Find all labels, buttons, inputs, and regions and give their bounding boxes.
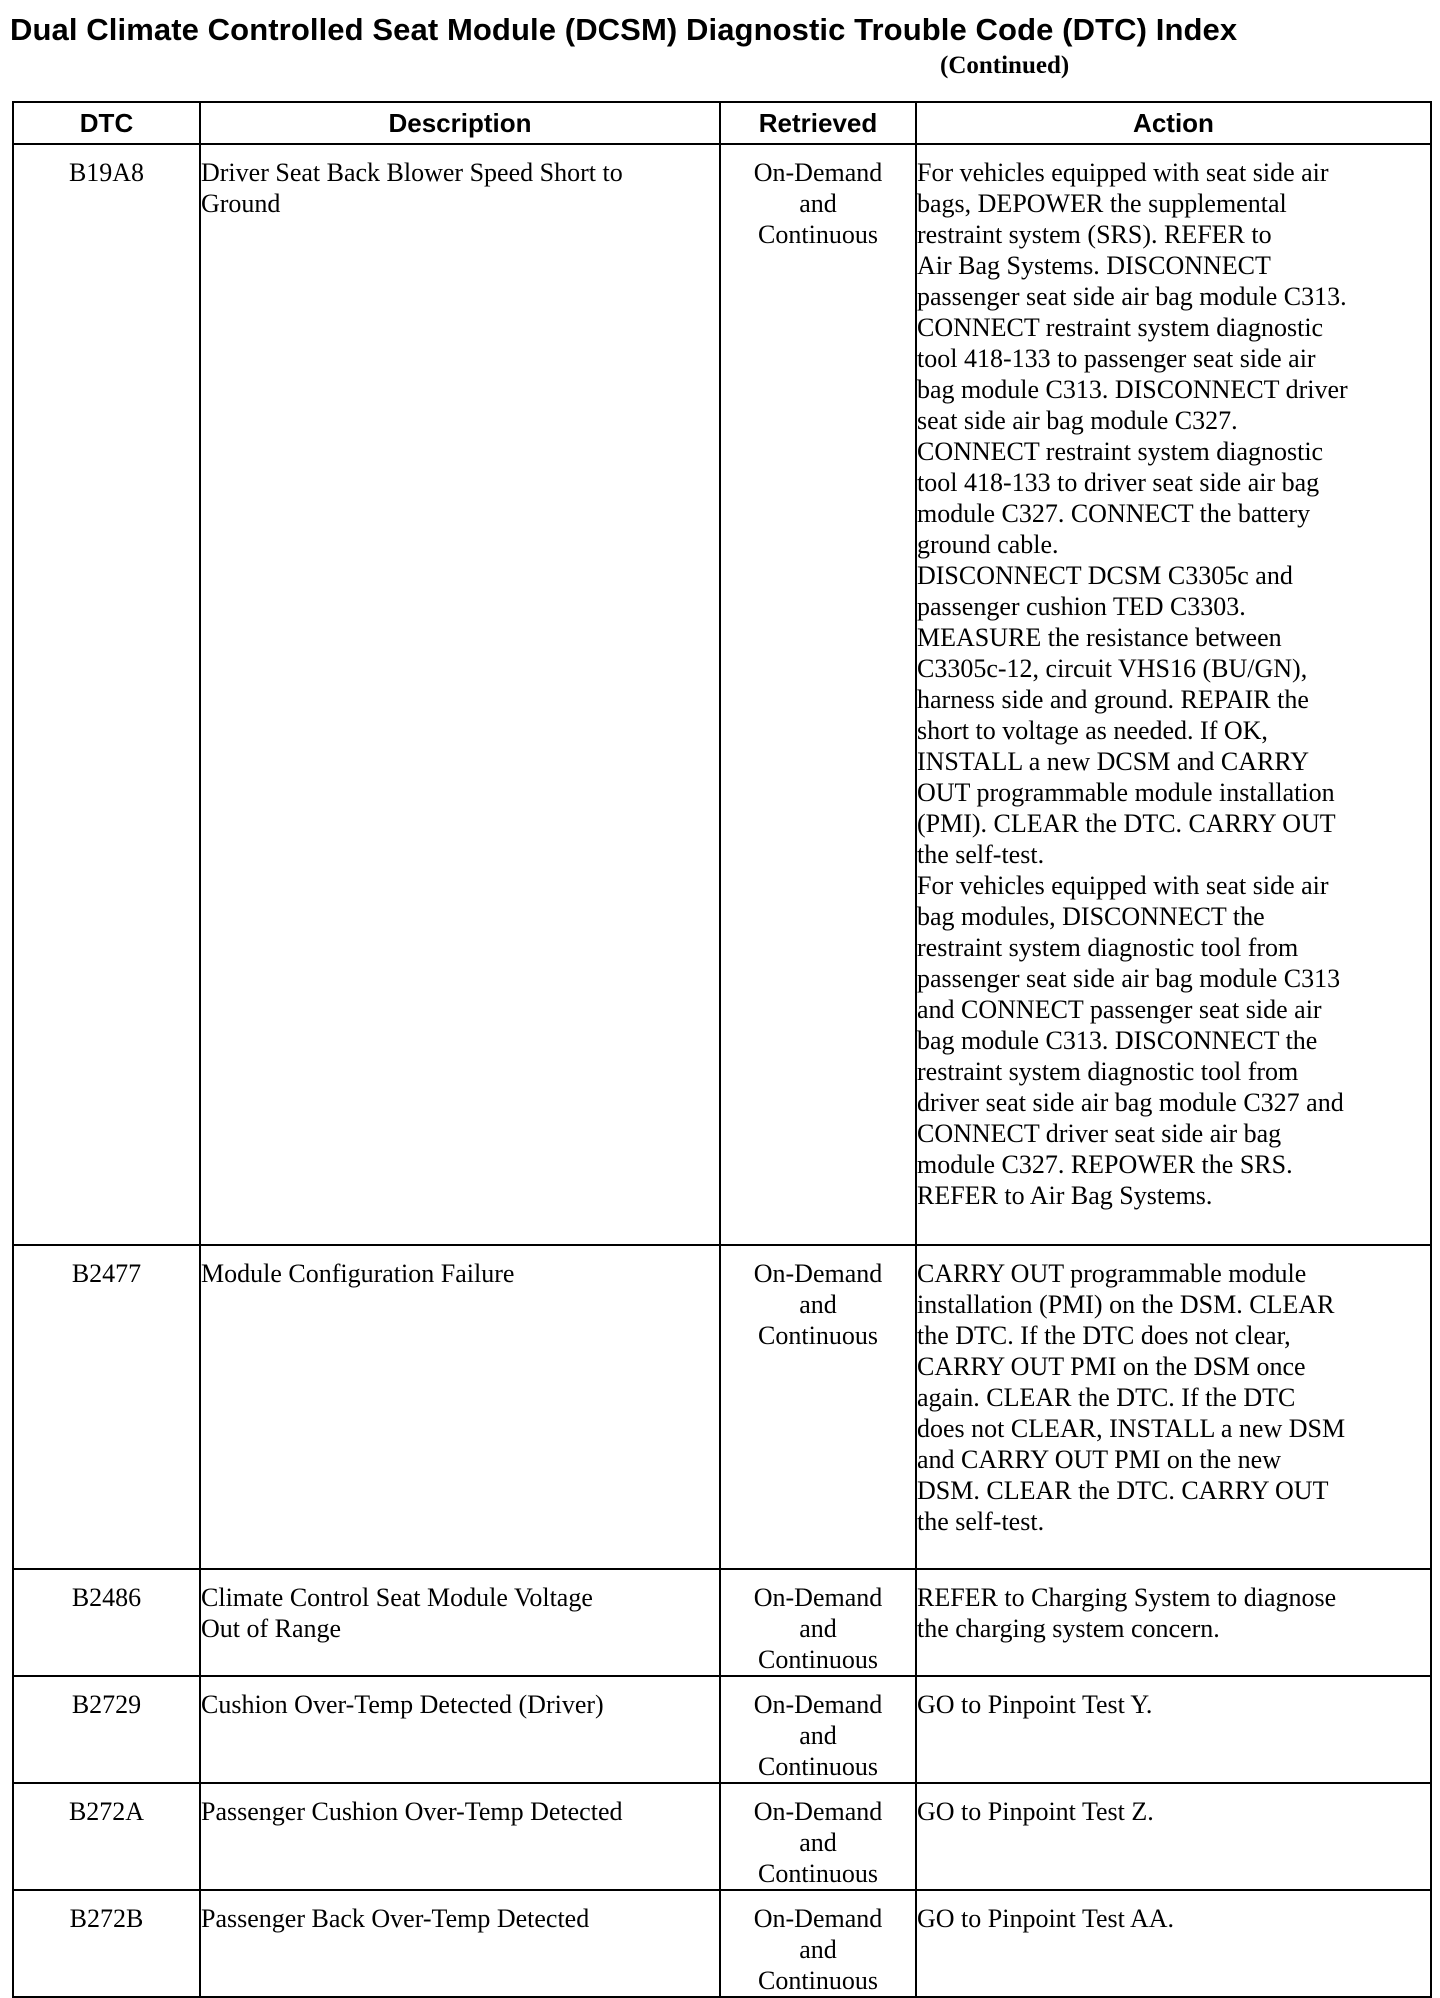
retrieved-line: and bbox=[799, 1935, 837, 1964]
dtc-code-cell: B2729 bbox=[13, 1676, 200, 1783]
retrieved-line: Continuous bbox=[758, 220, 878, 249]
action-line: and CONNECT passenger seat side air bbox=[917, 995, 1322, 1024]
retrieved-line: On-Demand bbox=[753, 1690, 883, 1719]
action-line: restraint system diagnostic tool from bbox=[917, 933, 1299, 962]
dtc-code-cell: B2486 bbox=[13, 1569, 200, 1676]
action-line: For vehicles equipped with seat side air bbox=[917, 158, 1329, 187]
retrieved-cell bbox=[720, 1676, 916, 1783]
action-line: CONNECT driver seat side air bag bbox=[917, 1119, 1282, 1148]
action-line: installation (PMI) on the DSM. CLEAR bbox=[917, 1290, 1335, 1319]
action-line: ground cable. bbox=[917, 530, 1059, 559]
description-line: Module Configuration Failure bbox=[201, 1259, 515, 1288]
table-row bbox=[13, 1245, 1431, 1569]
retrieved-line: On-Demand bbox=[753, 158, 883, 187]
action-line: harness side and ground. REPAIR the bbox=[917, 685, 1309, 714]
action-line: and CARRY OUT PMI on the new bbox=[917, 1445, 1281, 1474]
retrieved-line: Continuous bbox=[758, 1321, 878, 1350]
action-line: MEASURE the resistance between bbox=[917, 623, 1282, 652]
description-cell bbox=[200, 1676, 720, 1783]
retrieved-line: and bbox=[799, 1828, 837, 1857]
description-cell bbox=[200, 1569, 720, 1676]
action-line: CARRY OUT programmable module bbox=[917, 1259, 1307, 1288]
page-title: Dual Climate Controlled Seat Module (DCSM) Diagnostic Trouble Code (DTC) Index bbox=[10, 12, 1238, 47]
action-line: (PMI). CLEAR the DTC. CARRY OUT bbox=[917, 809, 1336, 838]
column-header-retrieved: Retrieved bbox=[720, 102, 916, 144]
action-line: driver seat side air bag module C327 and bbox=[917, 1088, 1344, 1117]
action-line: GO to Pinpoint Test Y. bbox=[917, 1690, 1153, 1719]
action-cell bbox=[916, 1890, 1431, 1997]
retrieved-cell bbox=[720, 1569, 916, 1676]
action-line: passenger seat side air bag module C313. bbox=[917, 282, 1347, 311]
retrieved-line: On-Demand bbox=[753, 1904, 883, 1933]
action-line: module C327. REPOWER the SRS. bbox=[917, 1150, 1293, 1179]
action-cell bbox=[916, 1676, 1431, 1783]
retrieved-line: On-Demand bbox=[753, 1583, 883, 1612]
action-line: module C327. CONNECT the battery bbox=[917, 499, 1311, 528]
action-line: C3305c-12, circuit VHS16 (BU/GN), bbox=[917, 654, 1308, 683]
description-cell bbox=[200, 1783, 720, 1890]
retrieved-line: Continuous bbox=[758, 1645, 878, 1674]
action-line: bag module C313. DISCONNECT the bbox=[917, 1026, 1318, 1055]
action-line: Air Bag Systems. DISCONNECT bbox=[917, 251, 1271, 280]
action-line: GO to Pinpoint Test AA. bbox=[917, 1904, 1175, 1933]
description-line: Cushion Over-Temp Detected (Driver) bbox=[201, 1690, 604, 1719]
action-line: passenger seat side air bag module C313 bbox=[917, 964, 1341, 993]
column-header-description: Description bbox=[200, 102, 720, 144]
description-line: Passenger Cushion Over-Temp Detected bbox=[201, 1797, 623, 1826]
action-line: seat side air bag module C327. bbox=[917, 406, 1238, 435]
retrieved-line: Continuous bbox=[758, 1752, 878, 1781]
description-cell bbox=[200, 1245, 720, 1569]
description-line: Ground bbox=[201, 189, 281, 218]
page-subtitle: (Continued) bbox=[940, 52, 1070, 79]
action-line: CONNECT restraint system diagnostic bbox=[917, 437, 1324, 466]
dtc-code-cell: B272B bbox=[13, 1890, 200, 1997]
action-cell bbox=[916, 1569, 1431, 1676]
retrieved-line: and bbox=[799, 1721, 837, 1750]
dtc-code-cell: B19A8 bbox=[13, 144, 200, 1245]
description-cell bbox=[200, 144, 720, 1245]
action-line: For vehicles equipped with seat side air bbox=[917, 871, 1329, 900]
retrieved-line: and bbox=[799, 1614, 837, 1643]
action-line: tool 418-133 to driver seat side air bag bbox=[917, 468, 1320, 497]
retrieved-cell bbox=[720, 1245, 916, 1569]
action-line: bag module C313. DISCONNECT driver bbox=[917, 375, 1348, 404]
action-line: the DTC. If the DTC does not clear, bbox=[917, 1321, 1291, 1350]
action-line: REFER to Air Bag Systems. bbox=[917, 1181, 1213, 1210]
action-line: does not CLEAR, INSTALL a new DSM bbox=[917, 1414, 1346, 1443]
action-line: again. CLEAR the DTC. If the DTC bbox=[917, 1383, 1296, 1412]
table-body bbox=[13, 144, 1431, 1997]
description-cell bbox=[200, 1890, 720, 1997]
retrieved-line: On-Demand bbox=[753, 1259, 883, 1288]
description-line: Driver Seat Back Blower Speed Short to bbox=[201, 158, 623, 187]
description-line: Out of Range bbox=[201, 1614, 342, 1643]
action-line: passenger cushion TED C3303. bbox=[917, 592, 1246, 621]
action-line: the self-test. bbox=[917, 1507, 1045, 1536]
action-cell bbox=[916, 1783, 1431, 1890]
action-line: DISCONNECT DCSM C3305c and bbox=[917, 561, 1293, 590]
action-line: restraint system (SRS). REFER to bbox=[917, 220, 1272, 249]
action-line: CARRY OUT PMI on the DSM once bbox=[917, 1352, 1306, 1381]
action-line: GO to Pinpoint Test Z. bbox=[917, 1797, 1154, 1826]
table-row bbox=[13, 144, 1431, 1245]
action-cell bbox=[916, 1245, 1431, 1569]
action-line: bag modules, DISCONNECT the bbox=[917, 902, 1265, 931]
description-line: Climate Control Seat Module Voltage bbox=[201, 1583, 593, 1612]
retrieved-cell bbox=[720, 1783, 916, 1890]
table-row bbox=[13, 1676, 1431, 1783]
table-header-row bbox=[13, 102, 1431, 144]
action-line: CONNECT restraint system diagnostic bbox=[917, 313, 1324, 342]
action-line: the self-test. bbox=[917, 840, 1045, 869]
description-line: Passenger Back Over-Temp Detected bbox=[201, 1904, 590, 1933]
retrieved-line: Continuous bbox=[758, 1966, 878, 1995]
action-line: the charging system concern. bbox=[917, 1614, 1220, 1643]
dtc-code-cell: B2477 bbox=[13, 1245, 200, 1569]
column-header-action: Action bbox=[916, 102, 1431, 144]
action-cell bbox=[916, 144, 1431, 1245]
action-line: short to voltage as needed. If OK, bbox=[917, 716, 1268, 745]
action-line: tool 418-133 to passenger seat side air bbox=[917, 344, 1316, 373]
action-line: OUT programmable module installation bbox=[917, 778, 1335, 807]
retrieved-line: On-Demand bbox=[753, 1797, 883, 1826]
retrieved-line: and bbox=[799, 1290, 837, 1319]
retrieved-line: and bbox=[799, 189, 837, 218]
retrieved-line: Continuous bbox=[758, 1859, 878, 1888]
action-line: bags, DEPOWER the supplemental bbox=[917, 189, 1287, 218]
action-line: REFER to Charging System to diagnose bbox=[917, 1583, 1337, 1612]
action-line: DSM. CLEAR the DTC. CARRY OUT bbox=[917, 1476, 1329, 1505]
dtc-code-cell: B272A bbox=[13, 1783, 200, 1890]
retrieved-cell bbox=[720, 1890, 916, 1997]
dtc-index-table bbox=[12, 101, 1432, 1998]
action-line: restraint system diagnostic tool from bbox=[917, 1057, 1299, 1086]
table-row bbox=[13, 1783, 1431, 1890]
action-line: INSTALL a new DCSM and CARRY bbox=[917, 747, 1310, 776]
table-row bbox=[13, 1569, 1431, 1676]
retrieved-cell bbox=[720, 144, 916, 1245]
column-header-dtc: DTC bbox=[13, 102, 200, 144]
table-row bbox=[13, 1890, 1431, 1997]
